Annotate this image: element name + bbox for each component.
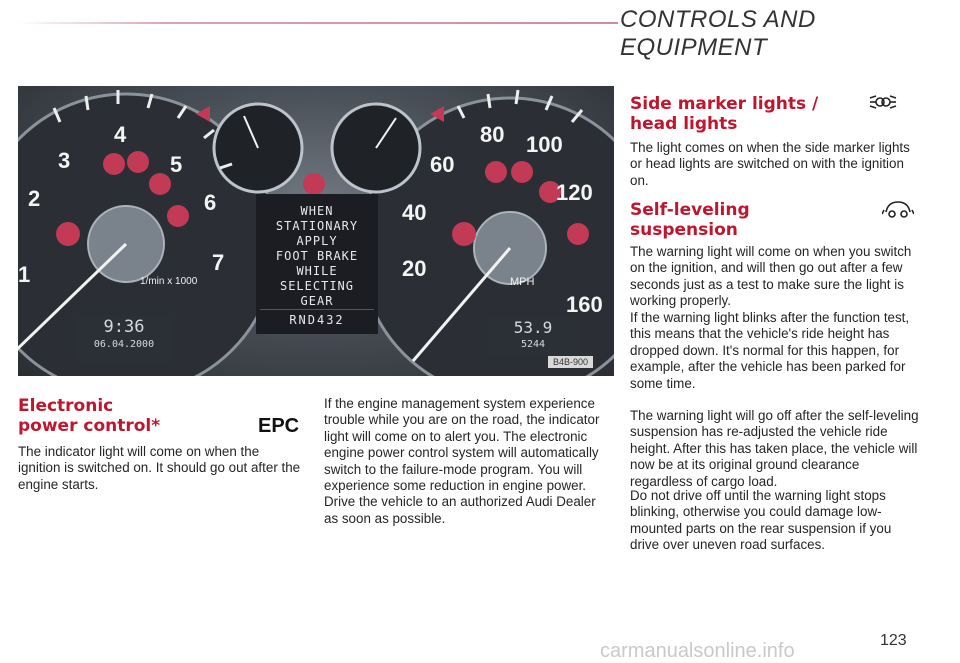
speed-number: 40 — [402, 200, 427, 225]
self-leveling-para-1: The warning light will come on when you switch on the ignition, and will then go out after a few seconds just as a test to make sure the light is working properly. — [630, 244, 912, 309]
suspension-icon — [882, 198, 914, 225]
odometer-display — [488, 318, 578, 358]
epc-continued-text: If the engine management system experience trouble while you are on the road, the indicator light will come on to alert you. The electronic engine power control system will automatically switch to the failure-mode program. You will experience some reduction in engine power. Drive the vehicle to an authorized Audi Dealer as soon as possible. — [324, 396, 600, 526]
clock-date: 06.04.2000 — [93, 339, 155, 350]
rpm-label: 1/min x 1000 — [140, 276, 198, 287]
clock-display — [76, 316, 172, 362]
lcd-line: STATIONARY — [275, 219, 359, 233]
rpm-number: 1 — [18, 262, 31, 287]
speed-number: 120 — [556, 180, 593, 205]
self-leveling-para-2: If the warning light blinks after the function test, this means that the vehicle's ride height has dropped down. It's normal for this happen, for example, after the vehicle has been parked for some time. — [630, 310, 910, 391]
speed-number: 60 — [430, 152, 455, 177]
rpm-number: 6 — [204, 190, 217, 215]
rpm-number: 5 — [170, 152, 183, 177]
lcd-line: APPLY — [296, 234, 338, 248]
speed-number: 160 — [566, 292, 603, 317]
self-leveling-heading-line2: suspension — [630, 220, 738, 240]
speed-number: 20 — [402, 256, 427, 281]
rpm-number: 4 — [114, 122, 127, 147]
side-marker-text: The light comes on when the side marker lights or head lights are switched on with the ignition on. — [630, 140, 910, 188]
speed-number: 80 — [480, 122, 505, 147]
epc-heading-line2: power control* — [18, 416, 161, 436]
rpm-number: 3 — [58, 148, 71, 173]
image-code: B4B-900 — [548, 356, 593, 368]
speed-number: 100 — [526, 132, 563, 157]
side-marker-icon — [868, 92, 898, 117]
page-header: CONTROLS AND EQUIPMENT — [620, 6, 816, 61]
trip-value: 5244 — [520, 339, 546, 350]
self-leveling-heading-line1: Self-leveling — [630, 200, 750, 220]
epc-icon: EPC — [258, 415, 300, 437]
watermark: carmanualsonline.info — [600, 640, 795, 662]
page-number: 123 — [880, 632, 907, 649]
epc-heading — [18, 396, 160, 436]
rpm-number: 2 — [28, 186, 41, 211]
mph-label: MPH — [510, 276, 535, 288]
header-rule — [18, 22, 618, 24]
lcd-line: WHILE — [296, 264, 338, 278]
lcd-line: SELECTING — [279, 279, 355, 293]
odometer-value: 53.9 — [513, 318, 553, 337]
lcd-line: GEAR — [300, 294, 334, 308]
side-marker-heading — [630, 94, 818, 134]
instrument-cluster-image — [18, 86, 614, 376]
epc-heading-line1: Electronic — [18, 396, 114, 416]
self-leveling-heading — [630, 200, 750, 240]
side-marker-heading-line2: head lights — [630, 114, 738, 134]
self-leveling-para-3: The warning light will go off after the self-leveling suspension has re-adjusted the vehicle ride height. After this has taken place, the vehicle will now be at its original ground clearance regardless of cargo load. — [630, 408, 919, 489]
lcd-line: WHEN — [300, 204, 334, 218]
side-marker-heading-line1: Side marker lights / — [630, 94, 819, 114]
self-leveling-para-4: Do not drive off until the warning light stops blinking, otherwise you could damage low-mounted parts on the rear suspension if you drive over uneven road surfaces. — [630, 488, 892, 553]
gear-indicator: RND432 — [260, 309, 374, 328]
epc-text: The indicator light will come on when the ignition is switched on. It should go out after the engine starts. — [18, 444, 301, 492]
lcd-line: FOOT BRAKE — [275, 249, 359, 263]
rpm-number: 7 — [212, 250, 225, 275]
clock-time: 9:36 — [103, 317, 145, 337]
center-display — [256, 194, 378, 334]
